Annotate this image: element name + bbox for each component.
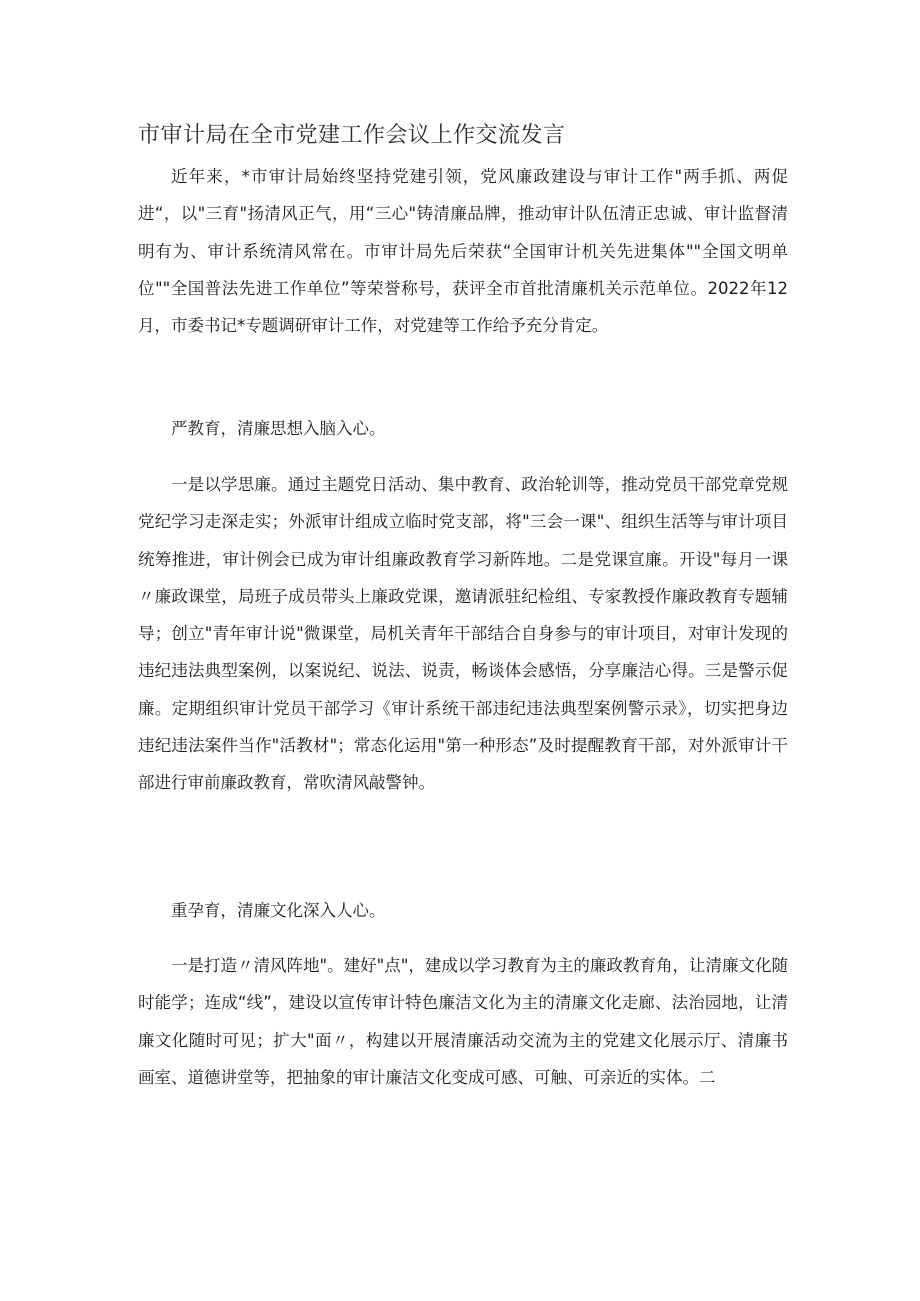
paragraph-culture-details: 一是打造〃清风阵地"。建好"点"，建成以学习教育为主的廉政教育角，让清廉文化随时能学；连成“线”，建设以宣传审计特色廉洁文化为主的清廉文化走廊、法治园地，让清廉文化随时可见；扩大"面〃，构建以开展清廉活动交流为主的党建文化展示厅、清廉书画室、道德讲堂等，把抽象的审计廉洁文化变成可感、可触、可亲近的实体。二 (138, 956, 788, 1087)
section-heading-culture: 重孕育，清廉文化深入人心。 (171, 901, 386, 920)
document-title: 市审计局在全市党建工作会议上作交流发言 (138, 123, 566, 148)
section-heading-education: 严教育，清廉思想入脑入心。 (171, 419, 386, 438)
paragraph-education-details: 一是以学思廉。通过主题党日活动、集中教育、政治轮训等，推动党员干部党章党规党纪学习走深走实；外派审计组成立临时党支部，将"三会一课"、组织生活等与审计项目统筹推进，审计例会已成为审计组廉政教育学习新阵地。二是党课宣廉。开设"每月一课〃廉政课堂，局班子成员带头上廉政党课，邀请派驻纪检组、专家教授作廉政教育专题辅导；创立"青年审计说"微课堂，局机关青年干部结合自身参与的审计项目，对审计发现的违纪违法典型案例，以案说纪、说法、说责，畅谈体会感悟，分享廉洁心得。三是警示促廉。定期组织审计党员干部学习《审计系统干部违纪违法典型案例警示录》，切实把身边违纪违法案件当作"活教材"；常态化运用"第一种形态”及时提醒教育干部，对外派审计干部进行审前廉政教育，常吹清风敲警钟。 (138, 475, 788, 793)
paragraph-intro: 近年来，*市审计局始终坚持党建引领，党风廉政建设与审计工作"两手抓、两促进“，以"三育"扬清风正气，用“三心"铸清廉品牌，推动审计队伍清正忠诚、审计监督清明有为、审计系统清风常在。市审计局先后荣获“全国审计机关先进集体""全国文明单位""全国普法先进工作单位”等荣誉称号，获评全市首批清廉机关示范单位。2022年12月，市委书记*专题调研审计工作，对党建等工作给予充分肯定。 (138, 167, 788, 336)
